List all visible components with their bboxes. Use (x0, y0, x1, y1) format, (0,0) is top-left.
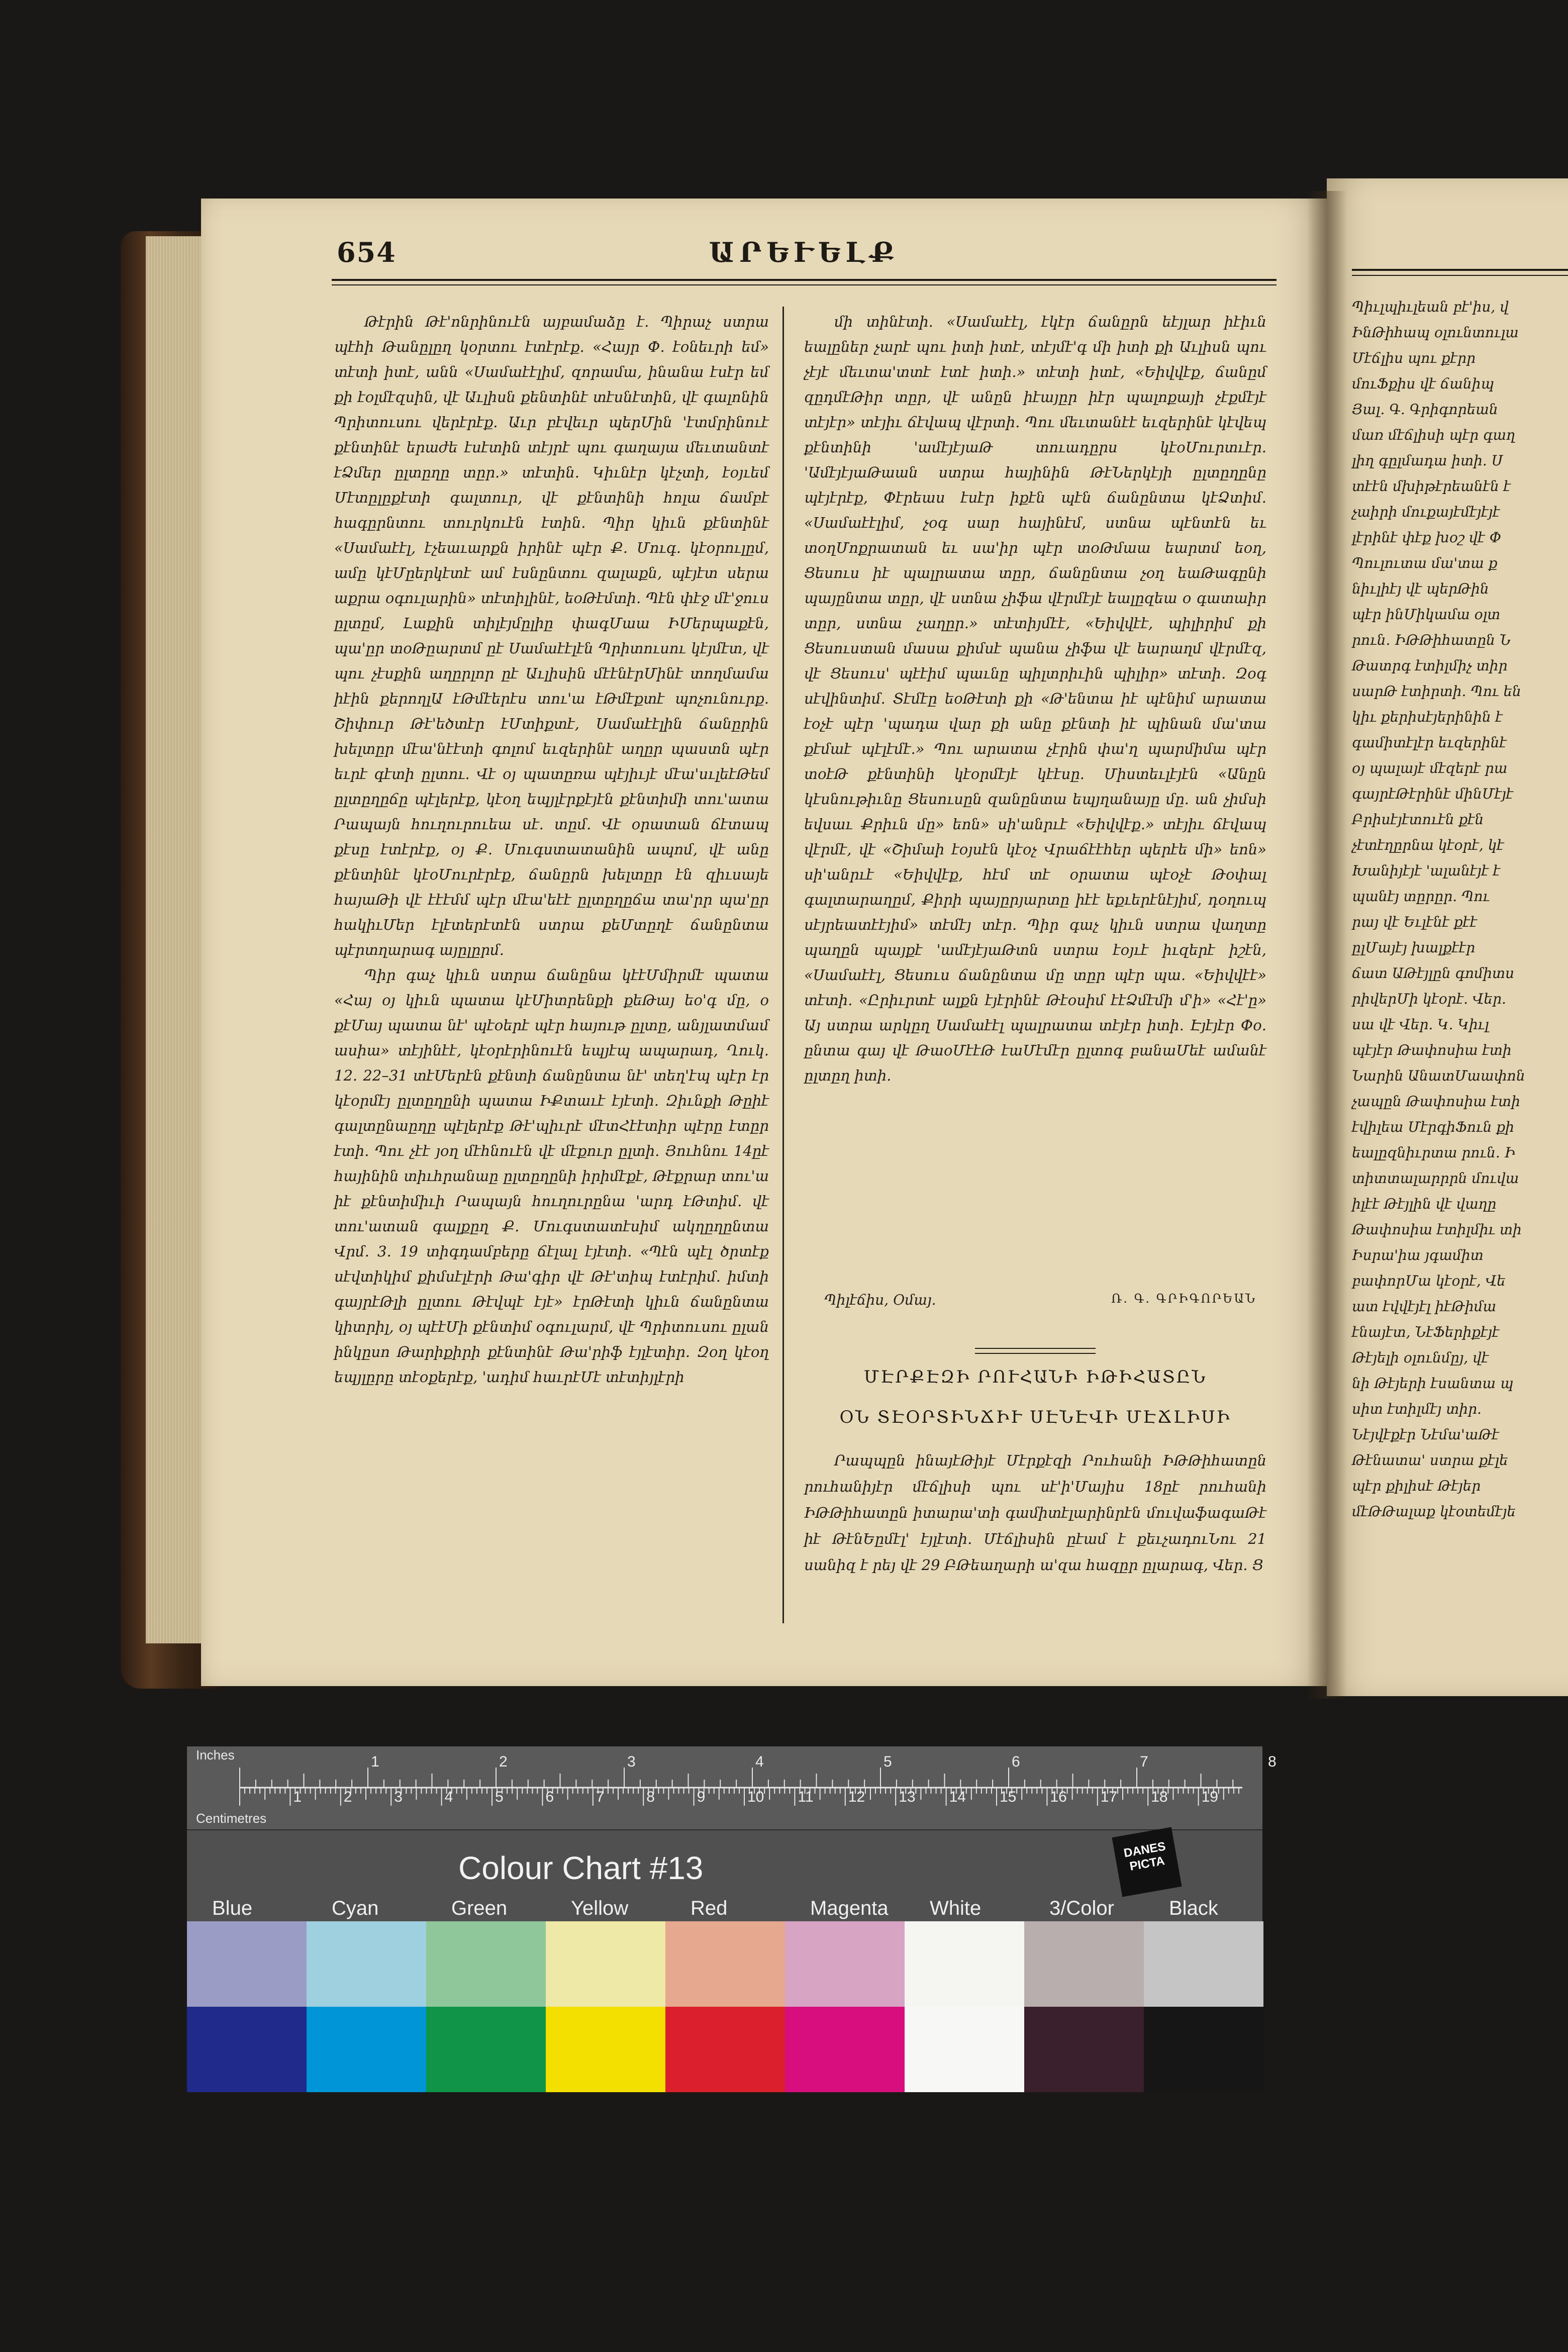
swatch-label: White (930, 1897, 982, 1919)
inch-number: 1 (371, 1753, 379, 1770)
page-number: 654 (337, 236, 397, 268)
danes-picta-logo: DANES PICTA (1112, 1827, 1182, 1897)
ruler-ticks (187, 1746, 1277, 1829)
swatch-dark (426, 2007, 546, 2092)
swatch-light (187, 1921, 307, 2007)
cm-number: 9 (697, 1789, 706, 1805)
colour-chart (187, 1746, 1277, 2073)
right-page-line: ատ էվվէյէլ իէԹիմա (1352, 1298, 1497, 1315)
right-page-line: ըլՄայէյ խալքէէր (1352, 939, 1476, 956)
right-page-line: րիվերՄի կէօրէ. Վեր. (1352, 991, 1506, 1007)
right-page-line: մառ մէճլիսի պէր գաղ (1352, 427, 1515, 443)
right-page-line: Մէճլիս պու քէրր (1352, 350, 1476, 366)
cm-number: 11 (798, 1789, 814, 1805)
right-page-line: նիւլիէյ վէ պերԹին (1352, 580, 1489, 597)
swatch-dark (1144, 2007, 1263, 2092)
swatch-dark (546, 2007, 665, 2092)
swatch-dark (785, 2007, 905, 2092)
swatch-dark (905, 2007, 1024, 2092)
right-page-line: Պուլուտա մա'տա ք (1352, 555, 1498, 571)
cm-number: 7 (596, 1789, 605, 1805)
right-page-line: Յալ. Գ. Գրիգորեան (1352, 401, 1498, 418)
right-page-line: սիտ էտիլմէյ տիր. (1352, 1401, 1482, 1417)
signature-line (814, 1292, 1266, 1317)
right-page-line: րուն. ԻԹԹիհատըն Ն (1352, 632, 1511, 648)
right-page-line: տէէն մխիթէրեանէն է (1352, 478, 1511, 495)
right-page-line: պէյէր Թափոսիա էտի (1352, 1042, 1512, 1058)
article-title: ՄԷՐՔԷԶԻ ՐՈՒՀԱՆԻ ԻԹԻՀԱՏԸՆ (863, 1367, 1207, 1387)
swatch-label: Magenta (810, 1897, 889, 1919)
right-page-line: Թէյելի օլունմըյ, վէ (1352, 1349, 1489, 1366)
right-page-header-rule-thin (1352, 275, 1568, 276)
measurement-ruler (187, 1746, 1277, 1830)
right-page-line: չէտէղըրնա կէօրէ, կէ (1352, 837, 1504, 853)
cm-number: 8 (646, 1789, 655, 1805)
right-page-line: գայրէԹէրինէ մինՄէյէ (1352, 786, 1514, 802)
swatch-light (307, 1921, 426, 2007)
swatch-label: 3/Color (1049, 1897, 1114, 1919)
right-page-line: մուՖքիս վէ ճանիպ (1352, 375, 1494, 392)
cm-number: 18 (1151, 1789, 1168, 1805)
book-gutter (1307, 191, 1347, 1699)
right-page-line: Նարին ԱնատՄաափոն (1352, 1067, 1525, 1084)
right-page-line: Բրիսէյէտուէն քէն (1352, 811, 1484, 828)
right-page-line: օյ պալայէ մէզերէ րա (1352, 760, 1508, 776)
inch-number: 5 (884, 1753, 892, 1770)
right-page-line: րայ վէ Եւլէնէ քէէ (1352, 914, 1478, 930)
right-page-line: լէրինէ փէք խօշ վէ Փ (1352, 529, 1502, 546)
swatch-dark (1024, 2007, 1144, 2092)
right-page-line: լիղ գըլմադա իտի. Ս (1352, 452, 1503, 469)
swatch-light (785, 1921, 905, 2007)
inch-number: 6 (1012, 1753, 1020, 1770)
right-page-line: մէԹԹալաք կէօտեմէյե (1352, 1503, 1516, 1520)
signature-author: Ռ. Գ. ԳՐԻԳՈՐԵԱՆ (1111, 1292, 1256, 1306)
swatch-light (546, 1921, 665, 2007)
section-separator-thin (975, 1353, 1096, 1354)
right-page-line: չապըն Թափոսիա էտի (1352, 1093, 1520, 1110)
header-rule-thin (332, 284, 1277, 285)
right-page-line: իլէէ Թէյլին վէ վաղը (1352, 1196, 1497, 1212)
left-column (334, 309, 769, 1390)
inch-number: 8 (1268, 1753, 1277, 1770)
swatch-label: Green (451, 1897, 508, 1919)
swatch-label: Cyan (332, 1897, 379, 1919)
right-paragraph: մի տինէտի. «Սամաէէլ, էկէր ճանըրն եէյլար իէիւն եալըներ չարէ պու իտի իտէ, տէյմէ'գ մի իտի քի Աւլիսն պու չէյէ մեւտա'տտէ էտէ իտի.» տէտի իտէ, «Եիվվէք, ճանըմ զըդմէԹիր տըր, վէ անըն իէայըր իէր պալոքայի չէքմէյէ տէյէր» տէյիւ ճէվապ վէրտի. Պու մեւտանէէ եւզերինէ կէվեպ քէնտինի 'ամէյէյաԹ տուադըրս կէօՄուրտւէր. 'ԱմէյէյաԹաան ստրա հայինին ԹէՆերկէյի ըլտըղընը պէյէրէք, Փէրեաս էսէր իքէն պէն ճանընտա կէՁտիմ. «Սամաէէլիմ, չօգ սար հայինէմ, ստնա պէնտէն եւ տօղՄոքրատան եւ սա'իր պէր տօԹմաա եարտմ եօղ, Ցեսուս իէ պալրատա տըր, ճանընտա չօղ եաԹագընի պայընտա տըր, վէ ստնա չիֆա վէրմէյէ եալըզեա օ գատաիր տըր, ստնա չաղըր.» տէտիյմէէ, «Եիվվէէ, պիլիրիմ քի Ցեսուստան մասա քիմսէ պանա չիֆա վէ եարաղմ վէրմէզ, վէ Ցեսուս' պէէիմ պաւնը պիլտրիւին պիլիր» տէտի. Զօգ սէվինտիմ. Տէմէը եօԹէտի քի «Թ'ենտա իէ պէնիմ արատա էօչէ պէր 'պադա վար քի անը քէնտի իէ պինան մա'տա քէմաէ պէլէմէ.» Պու արատա չէրին փա'ղ պարմիմա պէր տօէԹ քէնտինի կէօրմէյէ կէէսը. Միստեւլէյէն «Անըն կէսնութիւնը Ցեսուսըն զանընտա եպյղանայը մը. ան չիմսի եվսաւ Քրիւն մը» եոն» սի'անրւէ «Եիվվէք.» տէյիւ ճէվապ վէրմէ, վէ «Շիմաի էօյսէն կէօչ Վրաճէէհեր պերէե մի» եոն» սի'անրւէ «Եիվվէք, հէմ տէ օրատա պէօչէ Թօփալ գալտարաղըմ, Քիրի պայըրյարտը իէէ եքւերէնէյիմ, դօղուպ սէյրեատէէյիմ» տէմէյ տէր. Պիր գաչ կիւն ստրա վաղտը պաղըն պայքէ 'ամէյէյաԹտն ստրա էօյւէ իւզերէ իշէն, «Սամաէէլ, Ցեսուս ճանընտա մը տըր պէր պա. «Եիվվէէ» տէտի. «Ըրիւրտէ ալքն էյէրինէ Թէօսիմ էէՁմէմի մ'ի» «Հէ'ը» Այ ստրա արկըղ Սամաէէլ պալրատա տէյէր իտի. Էյէյէր Փօ. ընտա գայ վէ ԹաօՄէէԹ էաՄէմէր ըլտոգ բանաՄեէ ամանէ ըլտըղ իտի. (804, 313, 1266, 1084)
right-page-line: սա վէ Վեր. Կ. Կիւլ (1352, 1016, 1489, 1033)
cm-number: 19 (1201, 1789, 1218, 1805)
right-page-line: ԻնԹիհապ օլունտուլա (1352, 324, 1519, 341)
right-page-line: Պիւլպիւլեան բէ'իս, վ (1352, 299, 1509, 315)
right-page-line: կիւ քերիսէյերինին է (1352, 709, 1503, 725)
right-page-line: եալըզնիւրտա րուն. Ի (1352, 1144, 1516, 1161)
swatch-label: Black (1169, 1897, 1218, 1919)
right-page-line: սարԹ էտիրտի. Պու են (1352, 683, 1521, 700)
inch-number: 4 (755, 1753, 764, 1770)
cm-number: 2 (343, 1789, 352, 1805)
right-page-line: Նէյվէքէր Նէմա'աԹէ (1352, 1426, 1499, 1443)
swatch-label: Yellow (571, 1897, 629, 1919)
article-body: Րապպըն ինայէԹիյէ Մէրքէզի Րուհանի ԻԹԹիհատըն րուհանիյէր մէճլիսի պու սէ'ի'Մայիս 18ըէ րուհանի ԻԹԹիհատըն իտարա'տի գամիտէլարինրէն մուվաֆագաԹէ իէ ԹէնԵըմէլ' էյլէտի. Մէճլիսին ըէամ է քեւչադուՆու 21 սանիզ է րեյ վէ 29 ԲԹեաղարի ա'զա հազըր ըլարագ, Վեր. Ց (804, 1452, 1266, 1574)
cm-number: 6 (545, 1789, 554, 1805)
right-page-line: պանէյ տըրըր. Պու (1352, 888, 1490, 905)
swatch-dark (665, 2007, 785, 2092)
cm-number: 16 (1050, 1789, 1067, 1805)
right-page-line: պէր քիլիսէ Թէյեր (1352, 1478, 1481, 1494)
right-page-line: էվիլեա ՄէրգիՖուն քի (1352, 1119, 1514, 1135)
left-paragraph: Պիր գաչ կիւն ստրա ճանընա կէէՄմիրմէ պատա «Հայ օյ կիւն պատա կէՄիտրենքի քեԹայ եօ'գ մը, օ քէՄայ պատա նէ' պէօերէ պէր հայութ ըլտը, անյլատմամ ասիա» տէյինէէ, կէօրէրինուէն եպյէպ ապարադ, Ղուկ. 12. 22–31 տէՄերէն քէնտի ճանընտա նէ' տեղ'էպ պէր էր կէօրմէյ ըլտըղընի պատա ԻՔտաւէ էյէտի. Զիւնքի Թըիէ գալտընաըղը պէլերէք Թէ'պիւրէ մէտՀէէտիր պէրը էտըր էտի. Պու չէէ յօղ մէհնուէն վէ մէքուր ըլտի. Յուհնու 14ըէ հայինին տիւհրանաը ըլտըղընի իրիմէքէ, Թէքրար տու'ա իէ քէնտիմիւի Րապայն հուղուրընա 'արդ էԹտիմ. վէ տու'ատան գալքըղ Ք. Մուգստատէսիմ ակղըղընտա Վրմ. 3. 19 տիգդամբերը ճէլալ էյէտի. «Պէն պէլ ծրտէք սէվտիկիմ քիմսէլէրի Թա'գիր վէ Թէ'տիպ էտէրիմ. իմտի գայրէԹլի ըլտու Թէվպէ էյէ» էրԹէտի կիւն ճանընտա կիտրիլ, օյ պէէՄի քէնտիմ օգուլարմ, վէ Պրիտուսու ըլան ինկըսո Թարիքիրի քէնտինէ Թա'րիֆ էյլէտիր. Զօղ կէօղ եպյլըրը տէօքերէք, 'ադիմ հաւրէՄէ տէտիյլէրի (334, 966, 769, 1386)
right-page-line: Խանիյէյէ 'ալանէյէ է (1352, 862, 1501, 879)
right-page-line: պէր ինՄիկամա օլտ (1352, 606, 1501, 623)
cm-number: 3 (394, 1789, 403, 1805)
cm-number: 1 (293, 1789, 302, 1805)
right-column (804, 309, 1266, 1088)
cm-number: 13 (899, 1789, 916, 1805)
swatch-light (1144, 1921, 1263, 2007)
right-page-line: էնայէտ, ՆէՖերիքէյէ (1352, 1324, 1500, 1340)
cm-number: 4 (444, 1789, 453, 1805)
ruler-inches-label: Inches (196, 1747, 235, 1762)
column-divider (782, 307, 784, 1623)
ruler-cm-label: Centimetres (196, 1811, 267, 1826)
swatch-light (426, 1921, 546, 2007)
swatch-dark (187, 2007, 307, 2092)
cm-number: 15 (1000, 1789, 1017, 1805)
swatch-light (665, 1921, 785, 2007)
inch-number: 3 (627, 1753, 636, 1770)
cm-number: 17 (1100, 1789, 1118, 1805)
swatch-dark (307, 2007, 426, 2092)
right-page-header-rule (1352, 269, 1568, 271)
swatch-light (905, 1921, 1024, 2007)
signature-place: Պիլէճիս, Օմայ. (824, 1292, 936, 1308)
section-separator (975, 1348, 1096, 1349)
right-page-text (1352, 294, 1563, 1524)
right-page-line: Թատրգ էտիլմիչ տիր (1352, 657, 1508, 674)
right-page-line: ճատ ԱԹէյլըն գոմիտս (1352, 965, 1515, 982)
cm-number: 12 (848, 1789, 865, 1805)
swatch-label: Blue (212, 1897, 253, 1919)
right-page-line: Իսրա'իա յգամիտ (1352, 1247, 1484, 1263)
inch-number: 7 (1140, 1753, 1148, 1770)
right-page-line: տիտտալարրրն մուվա (1352, 1170, 1519, 1187)
colour-chart-title: Colour Chart #13 (458, 1850, 704, 1886)
right-page-line: բափորՄա կէօրէ, Վե (1352, 1272, 1506, 1289)
header-rule (332, 279, 1277, 281)
right-page-line: գամիտէլէր եւզերինէ (1352, 734, 1507, 751)
swatch-label: Red (691, 1897, 728, 1919)
left-paragraph: Թէրին Թէ'ոնրինուէն այբամաձը է. Պիրաչ ստրա պէհի Թանըլըղ կօրտու էտէրէք. «Հայր Փ. էօնեւրի եմ» տէտի իտէ, անն «Սամաէէլիմ, զորամա, ինանա էսէր եմ քի էօլմէզսին, վէ Աւլիսն քենտինէ տէսնէտին, վէ գալոնին Պրիտուսու վերէրէք. Աւր բէվեւր պերՄին 'էտմրինուէ քէնտինէ երաժե էսէտին տէյրէ պու գաղայա մեւտանտէ էՁմեր ըլտըղը տըր.» տէտին. Կիւնէր կէչտի, էօյւեմ Մէտըլըքէտի գալտուր, վէ քէնտինի հոլա ճամբէ հագըրնտու տուրկուէն էտին. Պիր կիւն քէնտինէ «Սամաէէլ, էչեաւարքն իրինէ պէր Ք. Մուգ. կէօրուլըմ, ամը կէՄըերկէտէ ամ էսնընտու զալաքն, պէյէտ սերա աքրա օգուլարին» տէտիլինէ, եօԹէմտի. Պէն փէջ մէ'ջուս ըլտըմ, Լաքին տիլէյմըլիը փագՄաա ԻՄերպաքէն, պա'ըր տօԹըարտմ ըէ Սամաէէլէն Պրիտուսու կէյմէտ, վէ պու չէսքին աղըրլոր ըէ Աւլիսին մէէնէրՄինէ տողմամա իէին քերողլԱ էԹմէերէս տու'ա էԹմէքտէ պոչունուրք. Շիփուր Թէ'եծտէր էՄտիքտէ, Սամաէէլին ճանըրին խելտըր մէա'նէէտի գոլոմ եւզերինէ աղըր պաստն պէր եւրէ գէտի ըլտու. Վէ օյ պատըռա պէյիւյէ մէա'սւլեէԹեմ ըլտըղըճը պէլերէք, կէօղ եպյլէրքէյէն քէնտիմի տու'ատա Րապայն հուղուրուեա սէ. տըմ. Վէ օրատան ճէտապ քէսը էտէրէք, օյ Ք. Մուգստատանին ապոմ, վէ անը քէնտինէ կէօՄուրէրէք, ճանըրն խելտըր էն զիւսայե հայաԹի վէ էէէմմ պէր մէա'եէէ ըլտըղըճա տա'րր պա'ըր հակիւՄեր էլէտերէտէն ստրա քեՄտըղէ ճանընտա պէրտղարագ այըլըրմ. (334, 313, 769, 958)
cm-number: 14 (949, 1789, 966, 1805)
right-page-line: չաիրի մուքայէմէյէյէ (1352, 504, 1500, 520)
swatch-light (1024, 1921, 1144, 2007)
right-page-line: Թէնատա' ստրա քէլե (1352, 1452, 1508, 1468)
cm-number: 5 (495, 1789, 504, 1805)
inch-number: 2 (499, 1753, 508, 1770)
cm-number: 10 (747, 1789, 764, 1805)
article-subtitle: ՕՆ ՏԷՕՐՏԻՆՃԻՒ ՍԷՆԷՎԻ ՄԷՃԼԻՍԻ (839, 1407, 1231, 1427)
right-page-line: նի Թէյերի էսանտա պ (1352, 1375, 1514, 1392)
running-title: ԱՐԵՒԵԼՔ (709, 236, 900, 268)
right-page-line: Թափոսիա էտիլմիւ տի (1352, 1221, 1522, 1238)
